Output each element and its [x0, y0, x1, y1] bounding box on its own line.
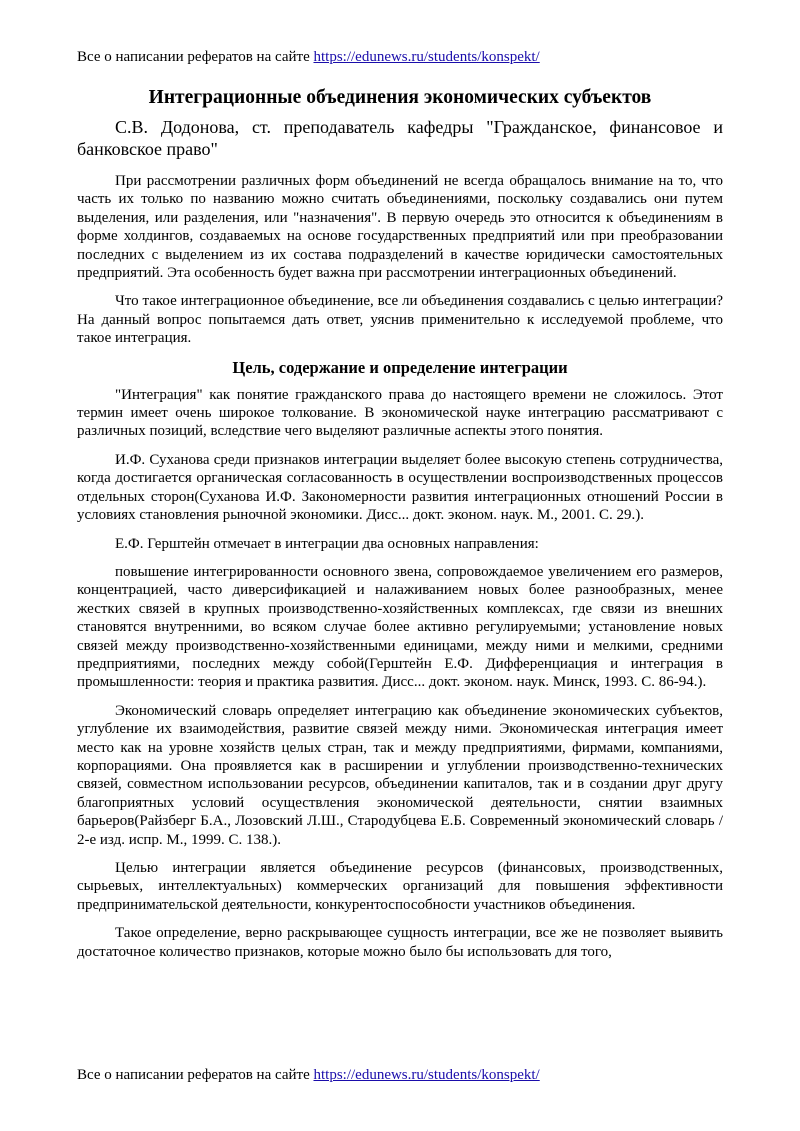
page-footer — [77, 1066, 540, 1084]
footer-link[interactable]: https://edunews.ru/students/konspekt/ — [313, 1067, 540, 1083]
section-heading: Цель, содержание и определение интеграции — [232, 357, 568, 377]
paragraph: Экономический словарь определяет интеграцию как объединение экономических субъектов, углубление их взаимодействия, развитие связей между ними. Экономическая интеграция имеет место как на уровне хозяйств целых стран, так и между предприятиями, фирмами, компаниями, корпорациями. Она проявляется как в расширении и углублении производственно-технических связей, совместном использовании ресурсов, объединении капиталов, так и в создании друг другу благоприятных условий осуществления экономической деятельности, снятии взаимных барьеров(Райзберг Б.А., Лозовский Л.Ш., Стародубцева Е.Б. Современный экономический словарь / 2-е изд. испр. М., 1999. С. 138.). — [77, 702, 723, 848]
page-header — [77, 48, 540, 66]
paragraph: повышение интегрированности основного звена, сопровождаемое увеличением его размеров, концентрацией, часто диверсификацией и налаживанием новых более разнообразных, менее жестких связей в крупных производственно-хозяйственных комплексах, где связи из внешних становятся внутренними, во всяком случае более активно регулируемыми; установление новых связей между производственно-хозяйственными единицами, между ними и мелкими, средними предприятиями, последних между собой(Герштейн Е.Ф. Дифференциация и интеграция в промышленности: теория и практика развития. Дисс... докт. эконом. наук. Минск, 1993. С. 86-94.). — [77, 563, 723, 691]
header-text: Все о написании рефератов на сайте — [77, 49, 314, 65]
paragraph: Целью интеграции является объединение ресурсов (финансовых, производственных, сырьевых, интеллектуальных) коммерческих организаций для повышения эффективности предпринимательской деятельности, конкурентоспособности участников объединения. — [77, 860, 723, 913]
paragraph: При рассмотрении различных форм объединений не всегда обращалось внимание на то, что часть их только по названию можно считать объединениями, поскольку создавались они путем выделения, или разделения, или "назначения". В первую очередь это относится к объединениям в форме холдингов, создаваемых на основе государственных предприятий или при преобразовании последних с выделением из их состава подразделений в качестве юридически самостоятельных предприятий. Эта особенность будет важна при рассмотрении интеграционных объединений. — [77, 173, 723, 282]
footer-text: Все о написании рефератов на сайте — [77, 1067, 314, 1083]
document-author: С.В. Додонова, ст. преподаватель кафедры "Гражданское, финансовое и банковское право" — [77, 117, 723, 159]
document-body — [77, 86, 723, 961]
paragraph: Такое определение, верно раскрывающее сущность интеграции, все же не позволяет выявить достаточное количество признаков, которые можно было бы использовать для того, — [77, 925, 723, 960]
paragraph: И.Ф. Суханова среди признаков интеграции выделяет более высокую степень сотрудничества, когда достигается органическая согласованность в осуществлении воспроизводственных процессов отдельных сторон(Суханова И.Ф. Закономерности развития интеграционных отношений России в условиях становления рыночной экономики. Дисс... докт. эконом. наук. М., 2001. С. 29.). — [77, 451, 723, 524]
paragraph: Е.Ф. Герштейн отмечает в интеграции два основных направления: — [115, 535, 539, 552]
header-link[interactable]: https://edunews.ru/students/konspekt/ — [313, 49, 540, 65]
paragraph: "Интеграция" как понятие гражданского права до настоящего времени не сложилось. Этот термин имеет очень широкое толкование. В экономической науке интеграцию рассматривают с различных позиций, вследствие чего выделяют различные аспекты этого понятия. — [77, 386, 723, 440]
paragraph: Что такое интеграционное объединение, все ли объединения создавались с целью интеграции? На данный вопрос попытаемся дать ответ, уяснив применительно к исследуемой проблеме, что такое интеграция. — [77, 293, 723, 347]
document-title: Интеграционные объединения экономических субъектов — [148, 87, 652, 108]
